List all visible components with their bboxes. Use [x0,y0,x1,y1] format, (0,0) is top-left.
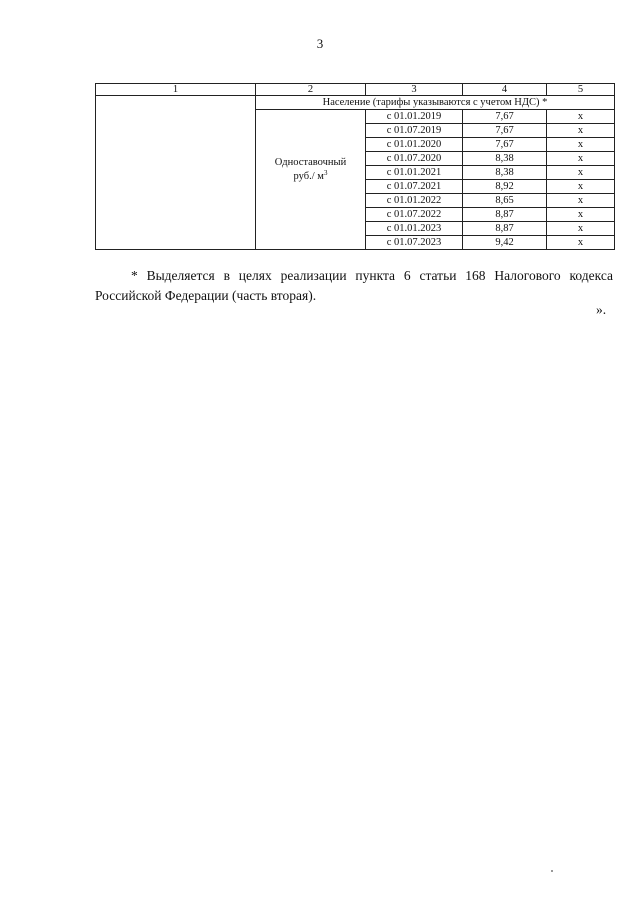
scan-dot [551,870,553,872]
tariff-value-cell: 8,38 [463,166,547,180]
period-cell: с 01.01.2022 [366,194,463,208]
tariff-value-cell: 8,38 [463,152,547,166]
tariff-value-cell: 8,92 [463,180,547,194]
tariff-value-cell: 8,65 [463,194,547,208]
period-cell: с 01.07.2022 [366,208,463,222]
col5-cell: x [547,138,615,152]
tariff-value-cell: 8,87 [463,222,547,236]
col5-cell: x [547,124,615,138]
period-cell: с 01.01.2021 [366,166,463,180]
col5-cell: x [547,110,615,124]
column-number-1: 1 [96,84,256,96]
unit-power: 3 [323,168,328,177]
period-cell: с 01.07.2023 [366,236,463,250]
period-cell: с 01.07.2019 [366,124,463,138]
tariff-value-cell: 9,42 [463,236,547,250]
tariff-type-label: Одноставочный [274,156,347,168]
column-number-3: 3 [366,84,463,96]
tariff-value-cell: 8,87 [463,208,547,222]
column-number-2: 2 [256,84,366,96]
col5-cell: x [547,222,615,236]
column-number-row [96,84,615,96]
group-header: Население (тарифы указываются с учетом НДС) * [256,96,615,110]
tariff-value-cell: 7,67 [463,110,547,124]
closing-quote: ». [596,302,607,317]
col5-cell: x [547,152,615,166]
col5-cell: x [547,208,615,222]
unit-label [293,168,328,182]
col5-cell: x [547,180,615,194]
column-number-4: 4 [463,84,547,96]
tariff-type-cell [256,110,366,250]
group-header-row [96,96,615,110]
col5-cell: x [547,236,615,250]
column-number-5: 5 [547,84,615,96]
tariff-value-cell: 7,67 [463,138,547,152]
page-number: 3 [316,36,324,51]
period-cell: с 01.01.2020 [366,138,463,152]
col5-cell: x [547,194,615,208]
footnote: * Выделяется в целях реализации пункта 6 статьи 168 Налогового кодекса Российской Федерации (часть вторая). [95,268,613,303]
empty-first-column-cell [96,96,256,250]
period-cell: с 01.01.2019 [366,110,463,124]
period-cell: с 01.07.2020 [366,152,463,166]
period-cell: с 01.01.2023 [366,222,463,236]
unit-prefix: руб./ м [293,170,324,182]
period-cell: с 01.07.2021 [366,180,463,194]
tariff-table [95,83,615,250]
col5-cell: x [547,166,615,180]
tariff-value-cell: 7,67 [463,124,547,138]
